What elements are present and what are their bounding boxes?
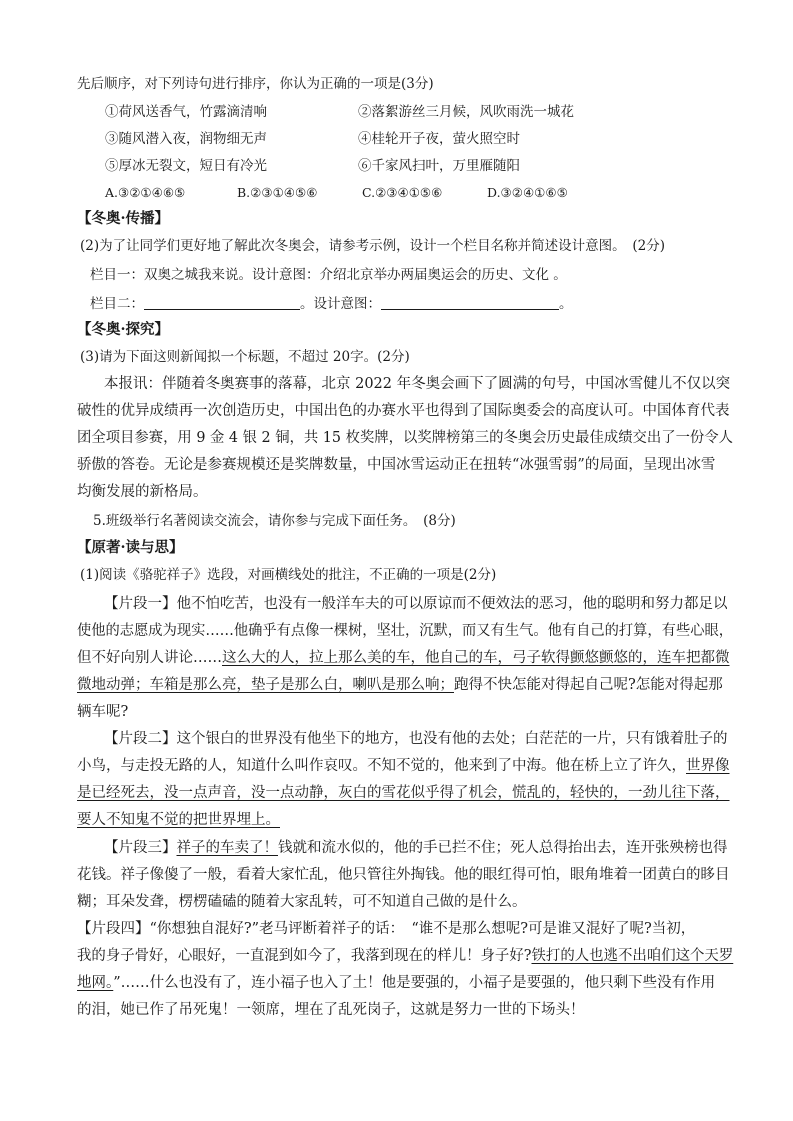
section-header-explore: 【冬奥·探究】 [77,321,170,338]
news-line-5: 均衡发展的新格局。 [77,484,208,500]
design-intent-blank[interactable] [381,294,559,310]
section-header-spread: 【冬奥·传播】 [77,210,170,227]
fragment-1-text: 但不好向别人讲论…… [77,650,222,666]
fragment-1-line-4 [77,675,723,695]
column-two-label: 栏目二： [90,296,144,312]
poem-item-3: ③随风潜入夜，润物细无声 [105,131,267,147]
news-line-3: 团全项目参赛，用 9 金 4 银 2 铜，共 15 枚奖牌，以奖牌榜第三的冬奥会历史最佳成绩交出了一份令人 [77,430,733,446]
news-line-2: 破性的优异成绩再一次创造历史，中国出色的办赛水平也得到了国际奥委会的高度认可。中国体育代表 [77,403,730,419]
choice-a: A.③②①④⑥⑤ [105,185,186,200]
column-one-example: 栏目一：双奥之城我来说。设计意图：介绍北京举办两届奥运会的历史、文化 。 [90,267,567,283]
section-header-original: 【原著·读与思】 [77,539,184,556]
fragment-4-underline: 地网。 [77,975,114,991]
fragment-2-line-1: 【片段二】这个银白的世界没有他坐下的地方，也没有他的去处；白茫茫的一片，只有饿着肚子的 [104,731,728,747]
choice-c: C.②③④①⑤⑥ [362,185,443,200]
poem-item-2: ②落絮游丝三月候，风吹雨洗一城花 [358,104,574,120]
poem-item-4: ④桂轮开子夜，萤火照空时 [358,131,520,147]
design-intent-label: 。设计意图： [300,296,381,312]
poem-item-5: ⑤厚冰无裂文，短日有冷光 [105,158,267,174]
fragment-1-line-2: 使他的志愿成为现实……他确乎有点像一棵树，坚壮，沉默，而又有生气。他有自己的打算，有些心眼， [77,623,733,639]
fragment-1-text: 跑得不快怎能对得起自己呢?怎能对得起那 [454,677,723,693]
poem-item-6: ⑥千家风扫叶，万里雁随阳 [358,158,520,174]
fragment-4-line-4: 的泪，她已作了吊死鬼！一领席，埋在了乱死岗子，这就是努力一世的下场头！ [77,1002,585,1018]
question-5-1-stem: (1)阅读《骆驼祥子》选段，对画横线处的批注，不正确的一项是(2分) [80,567,497,583]
fragment-3-line-1 [104,838,728,858]
question-order-stem: 先后顺序，对下列诗句进行排序，你认为正确的一项是(3分) [77,76,434,92]
question-5-stem: 5.班级举行名著阅读交流会，请你参与完成下面任务。 (8分) [93,513,456,529]
fragment-2-line-4: 要人不知鬼不觉的把世界埋上。 [77,812,280,828]
fragment-2-line-3: 是已经死去，没一点声音，没一点动静，灰白的雪花似乎得了机会，慌乱的，轻快的，一劲儿往下落， [77,785,730,801]
choice-b: B.②③①④⑤⑥ [237,185,318,200]
fragment-4-line-1: 【片段四】“你想独自混好?”老马评断着祥子的话： “谁不是那么想呢?可是谁又混好了呢?当初， [77,921,696,937]
choice-d: D.③②④①⑥⑤ [487,185,568,200]
column-two-end: 。 [559,296,573,312]
fragment-4-line-2 [77,946,733,966]
fragment-1-line-5: 辆车呢? [77,704,129,720]
column-two-row [90,294,573,314]
column-name-blank[interactable] [144,294,300,310]
news-line-4: 骄傲的答卷。无论是参赛规模还是奖牌数量，中国冰雪运动正在扭转“冰强雪弱”的局面，呈现出冰雪 [77,457,716,473]
fragment-1-line-3 [77,648,730,668]
fragment-2-line-2 [77,756,730,776]
fragment-4-text: 我的身子骨好，心眼好，一直混到如今了，我落到现在的样儿！身子好? [77,948,532,964]
fragment-3-line-2: 花钱。祥子像傻了一般，看着大家忙乱，他只管往外掏钱。他的眼红得可怕，眼角堆着一团黄白的眵目 [77,867,730,883]
poem-item-1: ①荷风送香气，竹露滴清响 [105,104,267,120]
fragment-1-underline: 这么大的人，拉上那么美的车，他自己的车，弓子软得颤悠颤悠的，连车把都微 [222,650,730,666]
fragment-4-underline: 铁打的人也逃不出咱们这个天罗 [531,948,734,964]
fragment-1-line-1: 【片段一】他不怕吃苦，也没有一般洋车夫的可以原谅而不便效法的恶习，他的聪明和努力都足以 [104,596,728,612]
fragment-4-text: ”……什么也没有了，连小福子也入了土！他是要强的，小福子是要强的，他只剩下些没有作用 [113,975,716,991]
fragment-3-line-3: 糊；耳朵发聋，楞楞磕磕的随着大家乱转，可不知道自己做的是什么。 [77,894,527,910]
fragment-4-line-3 [77,973,715,993]
fragment-3-underline: 祥子的车卖了！ [176,840,278,856]
fragment-3-label: 【片段三】 [104,840,177,856]
news-line-1: 本报讯：伴随着冬奥赛事的落幕，北京 2022 年冬奥会画下了圆满的句号，中国冰雪健儿不仅以突 [104,376,731,392]
fragment-1-underline: 微地动弹；车箱是那么亮，垫子是那么白，喇叭是那么响； [77,677,454,693]
question-2-stem: (2)为了让同学们更好地了解此次冬奥会，请参考示例，设计一个栏目名称并简述设计意图。 (2分) [80,238,665,254]
question-3-stem: (3)请为下面这则新闻拟一个标题，不超过 20字。(2分) [80,349,410,365]
fragment-3-text: 钱就和流水似的，他的手已拦不住；死人总得抬出去，连开张殃榜也得 [278,840,728,856]
fragment-2-underline: 世界像 [686,758,730,774]
fragment-2-text: 小鸟，与走投无路的人，知道什么叫作哀叹。不知不觉的，他来到了中海。他在桥上立了许久， [77,758,686,774]
